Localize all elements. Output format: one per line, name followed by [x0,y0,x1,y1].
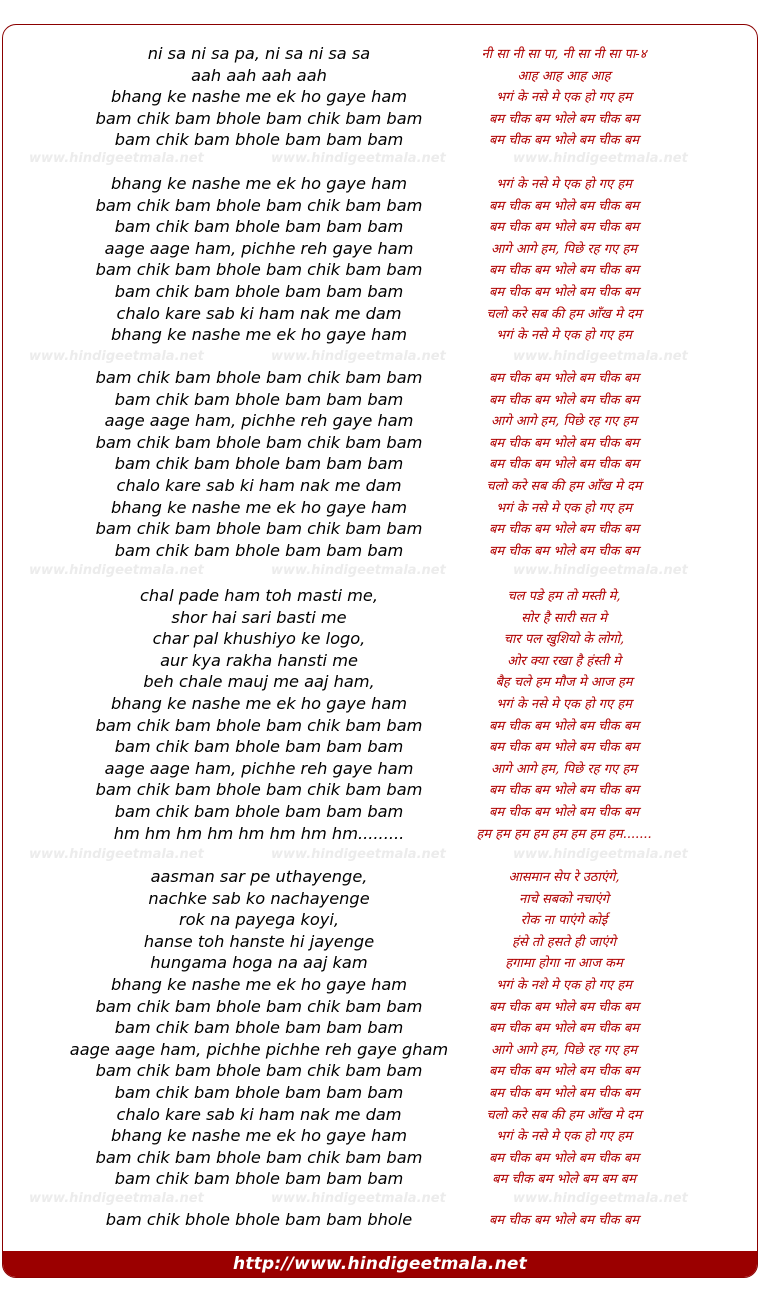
watermark-text: www.hindigeetmala.net [29,349,204,364]
lyric-line-english: bam chik bam bhole bam chik bam bam [95,108,423,128]
lyric-line-english: bam chik bam bhole bam chik bam bam [95,1061,423,1081]
lyric-line-english: bhang ke nashe me ek ho gaye ham [110,1126,408,1146]
lyric-line-hindi: बम चीक बम भोले बम चीक बम [488,1064,640,1080]
lyric-line-hindi: भगं के नसे मे एक हो गए हम [496,1129,632,1145]
lyric-line-hindi: रोक ना पाएंगे कोई [520,913,608,929]
lyric-line-english: aage aage ham, pichhe reh gaye ham [104,411,414,431]
lyric-line-english: aage aage ham, pichhe pichhe reh gaye gham [69,1039,449,1059]
lyric-line-hindi: भगं के नसे मे एक हो गए हम [496,697,632,712]
lyric-line-english: beh chale mauj me aaj ham, [143,672,375,692]
lyric-line-hindi: भगं के नशे मे एक हो गए हम [496,978,632,993]
lyric-line-english: bhang ke nashe me ek ho gaye ham [110,87,408,107]
watermark-row [3,349,758,365]
lyric-line-hindi: बम चीक बम भोले बम चीक बम [488,111,640,127]
lyric-line-hindi: बम चीक बम भोले बम चीक बम [488,1150,640,1166]
lyric-line-hindi: चलो करे सब की हम आँख मे दम [486,1107,642,1123]
lyric-line-english: bam chik bam bhole bam chik bam bam [95,715,423,735]
lyric-line-english: aasman sar pe uthayenge, [150,867,368,886]
lyric-line-english: bam chik bam bhole bam bam bam [114,737,404,757]
lyric-line-english: bam chik bhole bhole bam bam bhole [105,1210,413,1229]
lyric-line-english: bam chik bam bhole bam chik bam bam [95,195,423,215]
lyric-line-english: chal pade ham toh masti me, [139,586,379,605]
lyric-line-english: bam chik bam bhole bam bam bam [114,1083,404,1102]
lyric-line-hindi: बम चीक बम भोले बम चीक बम [488,999,640,1015]
lyric-line-hindi: भगं के नसे मे एक हो गए हम [496,500,632,516]
lyric-line-english: hm hm hm hm hm hm hm hm......... [113,823,405,843]
watermark-text: www.hindigeetmala.net [513,1191,688,1206]
watermark-text: www.hindigeetmala.net [29,563,204,578]
lyric-line-english: bam chik bam bhole bam bam bam [114,282,404,301]
lyric-line-hindi: बैह चले हम मौज मे आज हम [495,675,633,691]
lyric-line-hindi: बम चीक बम भोले बम चीक बम [488,718,640,734]
lyric-line-hindi: आगे आगे हम, पिछे रह गए हम [490,761,638,777]
lyric-line-hindi: बम चीक बम भोले बम चीक बम [488,133,640,149]
lyric-line-english: aur kya rakha hansti me [160,650,358,670]
lyric-line-english: bam chik bam bhole bam bam bam [114,540,404,560]
lyric-line-hindi: चलो करे सब की हम आँख मे दम [486,479,642,494]
lyric-line-hindi: बम चीक बम भोले बम चीक बम [488,1021,640,1037]
lyric-line-english: bam chik bam bhole bam bam bam [114,802,404,821]
watermark-text: www.hindigeetmala.net [271,563,446,578]
lyric-line-english: aah aah aah aah [191,65,327,85]
lyric-line-hindi: बम चीक बम भोले बम चीक बम [488,285,640,300]
lyric-line-english: bhang ke nashe me ek ho gaye ham [110,174,408,193]
lyric-line-hindi: हंसे तो हसते ही जाएंगे [512,934,616,950]
lyric-line-hindi: आगे आगे हम, पिछे रह गए हम [490,1042,638,1058]
lyric-line-hindi: भगं के नसे मे एक हो गए हम [496,328,632,344]
watermark-text: www.hindigeetmala.net [513,847,688,862]
lyric-line-english: chalo kare sab ki ham nak me dam [116,1104,402,1124]
lyric-line-english: bam chik bam bhole bam bam bam [114,217,404,237]
lyric-line-english: bam chik bam bhole bam bam bam [114,130,404,150]
lyric-line-hindi: सोर है सारी सत मे [521,610,607,626]
lyric-line-hindi: आगे आगे हम, पिछे रह गए हम [490,241,638,257]
lyric-line-english: aage aage ham, pichhe reh gaye ham [104,758,414,778]
lyric-line-english: bam chik bam bhole bam chik bam bam [95,996,423,1016]
lyric-line-hindi: आसमान सेप रे उठाएंगे, [508,870,620,885]
lyric-line-english: rok na payega koyi, [179,910,339,930]
lyric-line-english: chalo kare sab ki ham nak me dam [116,476,402,495]
watermark-text: www.hindigeetmala.net [271,151,446,166]
lyric-line-english: hanse toh hanste hi jayenge [143,931,375,951]
watermark-text: www.hindigeetmala.net [271,349,446,364]
watermark-text: www.hindigeetmala.net [29,1191,204,1206]
lyric-line-hindi: बम चीक बम भोले बम चीक बम [488,740,640,756]
lyric-line-english: bam chik bam bhole bam chik bam bam [95,519,423,539]
lyric-line-english: bam chik bam bhole bam chik bam bam [95,368,423,387]
watermark-text: www.hindigeetmala.net [513,151,688,166]
lyric-line-english: bhang ke nashe me ek ho gaye ham [110,975,408,994]
lyric-line-english: bam chik bam bhole bam chik bam bam [95,780,423,800]
lyric-line-english: chalo kare sab ki ham nak me dam [116,303,402,323]
lyric-line-hindi: बम चीक बम भोले बम चीक बम [488,198,640,214]
lyric-line-english: bhang ke nashe me ek ho gaye ham [110,497,408,517]
lyric-line-english: shor hai sari basti me [171,607,347,627]
lyric-line-hindi: बम चीक बम भोले बम चीक बम [488,1213,640,1228]
footer-bar [3,1251,757,1277]
lyric-line-hindi: आगे आगे हम, पिछे रह गए हम [490,414,638,430]
watermark-text: www.hindigeetmala.net [29,151,204,166]
lyric-line-hindi: बम चीक बम भोले बम चीक बम [488,805,640,820]
lyric-line-english: aage aage ham, pichhe reh gaye ham [104,238,414,258]
lyric-line-english: bhang ke nashe me ek ho gaye ham [110,694,408,713]
lyric-line-hindi: भगं के नसे मे एक हो गए हम [496,177,632,192]
lyric-line-hindi: बम चीक बम भोले बम चीक बम [488,457,640,473]
lyric-line-english: hungama hoga na aaj kam [150,953,368,973]
watermark-text: www.hindigeetmala.net [513,563,688,578]
lyric-line-hindi: बम चीक बम भोले बम चीक बम [488,392,640,408]
lyric-line-hindi: बम चीक बम भोले बम चीक बम [488,522,640,538]
watermark-text: www.hindigeetmala.net [271,1191,446,1206]
watermark-row [3,847,758,863]
lyric-line-english: bam chik bam bhole bam bam bam [114,1018,404,1038]
lyric-line-hindi: बम चीक बम भोले बम चीक बम [488,1086,640,1101]
lyric-line-english: char pal khushiyo ke logo, [152,629,366,649]
lyric-line-hindi: चलो करे सब की हम आँख मे दम [486,306,642,322]
watermark-text: www.hindigeetmala.net [29,847,204,862]
lyric-line-hindi: बम चीक बम भोले बम बम बम [492,1172,636,1188]
lyric-line-hindi: बम चीक बम भोले बम चीक बम [488,543,640,559]
watermark-row [3,1191,758,1207]
lyric-line-english: bam chik bam bhole bam bam bam [114,1169,404,1189]
lyric-line-hindi: हगामा होगा ना आज कम [505,956,623,972]
lyric-line-hindi: नी सा नी सा पा, नी सा नी सा पा-४ [481,47,647,62]
lyric-line-english: bam chik bam bhole bam bam bam [114,454,404,474]
lyric-line-hindi: बम चीक बम भोले बम चीक बम [488,783,640,799]
lyric-line-hindi: नाचे सबको नचाएंगे [518,891,609,907]
lyric-line-english: bam chik bam bhole bam chik bam bam [95,432,423,452]
lyric-line-hindi: आह आह आह आह [517,68,611,84]
lyric-line-english: nachke sab ko nachayenge [148,888,370,908]
lyric-line-hindi: बम चीक बम भोले बम चीक बम [488,263,640,279]
lyric-line-hindi: ओर क्या रखा है हंस्ती मे [507,653,621,669]
lyric-line-english: bam chik bam bhole bam chik bam bam [95,260,423,280]
lyric-line-english: ni sa ni sa pa, ni sa ni sa sa [147,44,371,63]
watermark-row [3,563,758,579]
lyric-line-hindi: चार पल खुशियो के लोगो, [503,632,625,648]
lyric-line-hindi: चल पडे हम तो मस्ती मे, [507,589,621,604]
lyric-line-english: bam chik bam bhole bam bam bam [114,389,404,409]
lyric-line-english: bhang ke nashe me ek ho gaye ham [110,325,408,345]
watermark-text: www.hindigeetmala.net [513,349,688,364]
watermark-row [3,151,758,167]
lyrics-card [2,24,758,1278]
lyric-line-hindi: बम चीक बम भोले बम चीक बम [488,220,640,236]
lyric-line-english: bam chik bam bhole bam chik bam bam [95,1147,423,1167]
lyric-line-hindi: बम चीक बम भोले बम चीक बम [488,435,640,451]
lyric-line-hindi: भगं के नसे मे एक हो गए हम [496,90,632,106]
lyric-line-hindi: बम चीक बम भोले बम चीक बम [488,371,640,386]
lyric-line-hindi: हम हम हम हम हम हम हम हम....... [476,826,652,842]
watermark-text: www.hindigeetmala.net [271,847,446,862]
footer-link[interactable]: http://www.hindigeetmala.net [233,1254,527,1274]
